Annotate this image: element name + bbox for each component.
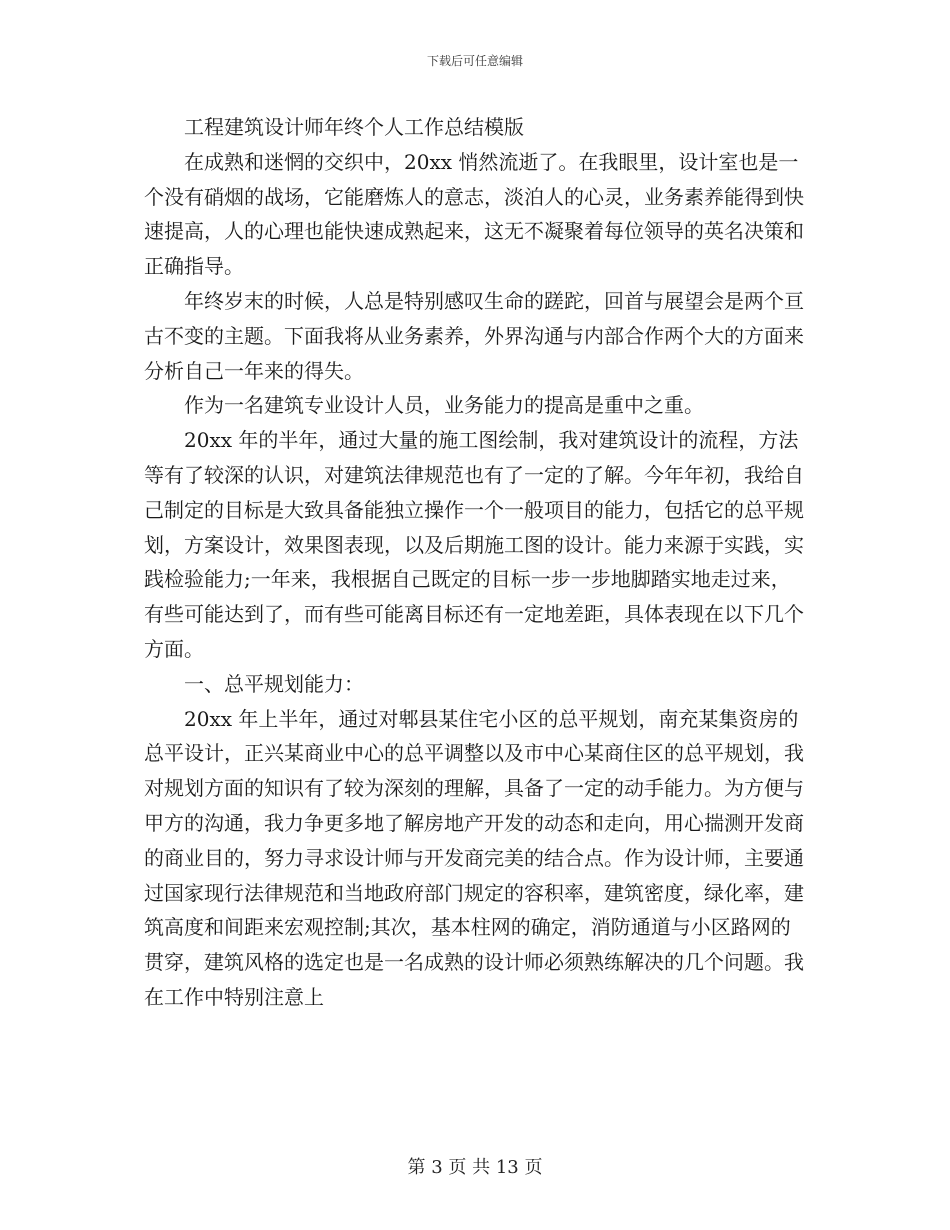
page-number: 第 3 页 共 13 页 — [407, 1157, 543, 1178]
paragraph: 20xx 年的半年，通过大量的施工图绘制，我对建筑设计的流程，方法等有了较深的认识，对建筑法律规范也有了一定的了解。今年年初，我给自己制定的目标是大致具备能独立操作一个一般项目的能力，包括它的总平规划，方案设计，效果图表现，以及后期施工图的设计。能力来源于实践，实践检验能力;一年来，我根据自己既定的目标一步一步地脚踏实地走过来，有些可能达到了，而有些可能离目标还有一定地差距，具体表现在以下几个方面。 — [144, 428, 804, 661]
paragraph: 20xx 年上半年，通过对郫县某住宅小区的总平规划，南充某集资房的总平设计，正兴某商业中心的总平调整以及市中心某商住区的总平规划，我对规划方面的知识有了较为深刻的理解，具备了一定的动手能力。为方便与甲方的沟通，我力争更多地了解房地产开发的动态和走向，用心揣测开发商的商业目的，努力寻求设计师与开发商完美的结合点。作为设计师，主要通过国家现行法律规范和当地政府部门规定的容积率，建筑密度，绿化率，建筑高度和间距来宏观控制;其次，基本柱网的确定，消防通道与小区路网的贯穿，建筑风格的选定也是一名成熟的设计师必须熟练解决的几个问题。我在工作中特别注意上 — [144, 706, 804, 1009]
section-heading: 一、总平规划能力： — [184, 671, 364, 696]
paragraph: 在成熟和迷惘的交织中，20xx 悄然流逝了。在我眼里，设计室也是一个没有硝烟的战场，它能磨炼人的意志，淡泊人的心灵，业务素养能得到快速提高，人的心理也能快速成熟起来，这无不凝聚着每位领导的英名决策和正确指导。 — [144, 149, 804, 279]
paragraph: 年终岁末的时候，人总是特别感叹生命的蹉跎，回首与展望会是两个亘古不变的主题。下面我将从业务素养，外界沟通与内部合作两个大的方面来分析自己一年来的得失。 — [144, 288, 804, 383]
paragraph: 作为一名建筑专业设计人员，业务能力的提高是重中之重。 — [184, 393, 704, 418]
document-title: 工程建筑设计师年终个人工作总结模版 — [184, 115, 524, 139]
page-header-note: 下载后可任意编辑 — [426, 54, 523, 68]
document-body — [144, 110, 804, 1015]
